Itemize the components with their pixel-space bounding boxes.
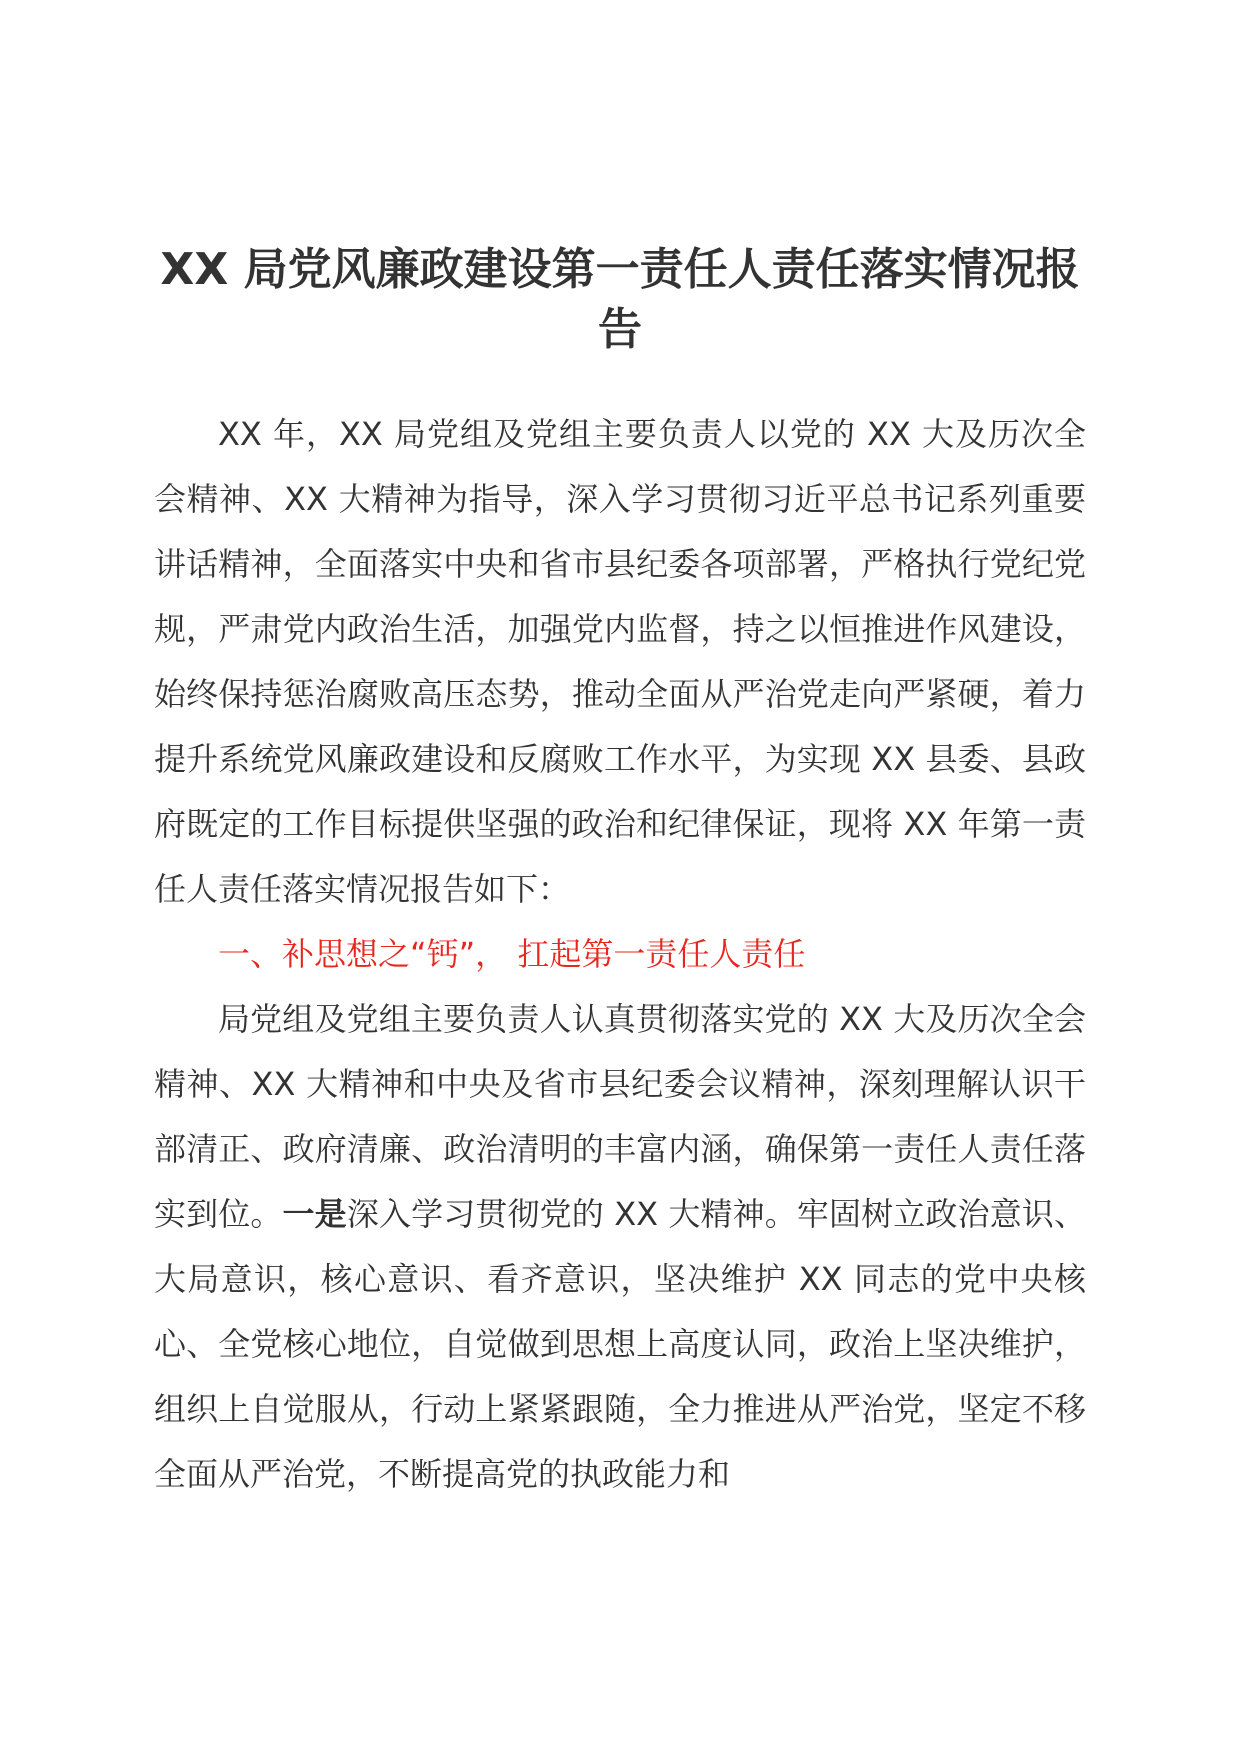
document-body — [154, 402, 1086, 1507]
section-1-bold-marker: 一是 — [282, 1195, 347, 1233]
section-1-text-part2: 深入学习贯彻党的 XX 大精神。牢固树立政治意识、大局意识，核心意识、看齐意识，坚决维护 XX 同志的党中央核心、全党核心地位，自觉做到思想上高度认同，政治上坚决维护，组织上自觉服从，行动上紧紧跟随，全力推进从严治党，坚定不移全面从严治党，不断提高党的执政能力和 — [154, 1195, 1086, 1493]
section-1-text-part1: 局党组及党组主要负责人认真贯彻落实党的 XX 大及历次全会精神、XX 大精神和中央及省市县纪委会议精神，深刻理解认识干部清正、政府清廉、政治清明的丰富内涵，确保第一责任人责任落实到位。 — [154, 1000, 1086, 1233]
document-title: XX 局党风廉政建设第一责任人责任落实情况报告 — [160, 244, 1080, 355]
intro-paragraph: XX 年，XX 局党组及党组主要负责人以党的 XX 大及历次全会精神、XX 大精神为指导，深入学习贯彻习近平总书记系列重要讲话精神，全面落实中央和省市县纪委各项部署，严格执行党纪党规，严肃党内政治生活，加强党内监督，持之以恒推进作风建设，始终保持惩治腐败高压态势，推动全面从严治党走向严紧硬，着力提升系统党风廉政建设和反腐败工作水平，为实现 XX 县委、县政府既定的工作目标提供坚强的政治和纪律保证，现将 XX 年第一责任人责任落实情况报告如下： — [154, 415, 1086, 908]
section-heading-1: 一、补思想之“钙”， 扛起第一责任人责任 — [218, 935, 806, 973]
section-1-paragraph — [154, 987, 1086, 1507]
